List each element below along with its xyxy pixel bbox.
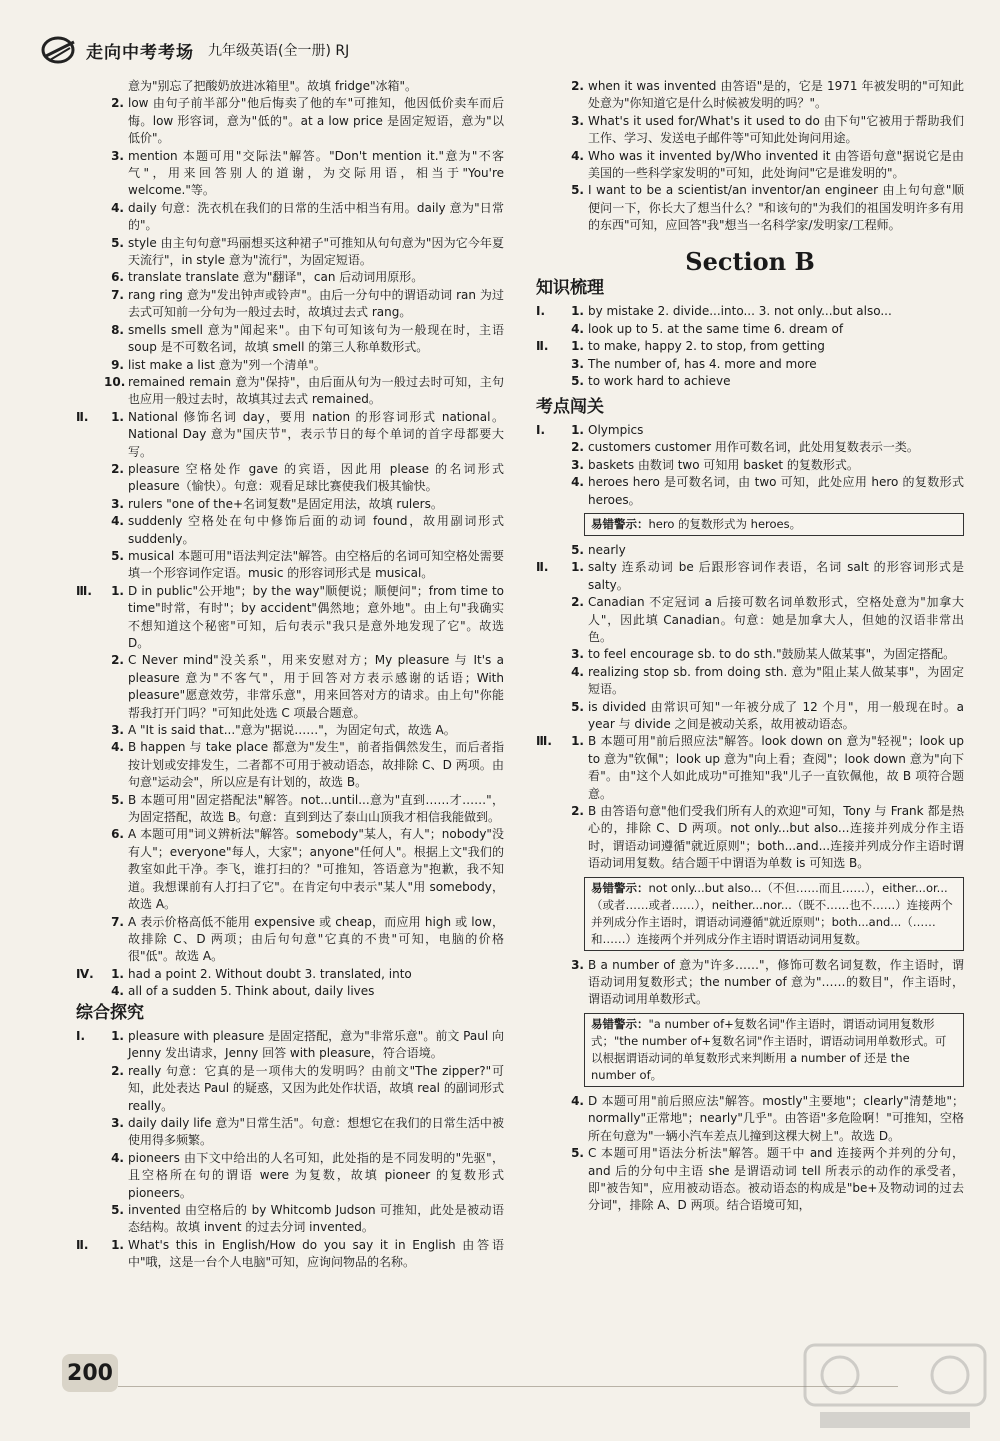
answer-text: What's this in English/How do you say it in English 由答语中"哦，这是一台个人电脑"可知，应询问物品的名称。 xyxy=(128,1237,504,1270)
answer-text: to make, happy 2. to stop, from getting xyxy=(588,339,825,354)
answer-text: C Never mind"没关系"，用来安慰对方；My pleasure 与 It's a pleasure 意为"不客气"，用于回答对方表示感谢的话语；With pleasure"愿意效劳，非常乐意"，用来回答对方的请求。由上句"你能帮我打开门吗？"可知此处选 C 项最合题意。 xyxy=(128,653,504,720)
warning-label: 易错警示： xyxy=(591,880,649,895)
answer-list xyxy=(76,78,504,1001)
answer-item xyxy=(76,200,504,235)
answer-list xyxy=(536,422,964,509)
part-number xyxy=(536,457,564,474)
answer-text: rulers "one of the+名词复数"是固定用法，故填 rulers。 xyxy=(128,496,443,511)
answer-item xyxy=(76,78,504,95)
answer-text: suddenly 空格处在句中修饰后面的动词 found，故用副词形式 suddenly。 xyxy=(128,514,504,546)
item-number: 3. xyxy=(571,356,584,371)
answer-item xyxy=(536,699,964,734)
part-number xyxy=(536,542,564,559)
part-number xyxy=(536,594,564,646)
item-number: 5. xyxy=(111,548,124,563)
answer-item xyxy=(536,78,964,113)
answer-text: daily 句意：洗衣机在我们的日常的生活中相当有用。daily 意为"日常的"。 xyxy=(128,200,504,233)
answer-item xyxy=(76,792,504,827)
answer-item xyxy=(536,321,964,338)
item-number: 9. xyxy=(111,357,124,372)
item-number: 3. xyxy=(111,1115,124,1130)
answer-item xyxy=(76,1115,504,1150)
answer-item xyxy=(76,269,504,286)
answer-item xyxy=(536,182,964,234)
part-number xyxy=(536,321,564,338)
answer-item xyxy=(76,548,504,583)
answer-text: I want to be a scientist/an inventor/an engineer 由上句句意"顺便问一下，你长大了想当什么？"和该句的"为我们的祖国发明许多有用的东西"可知，应回答"我"想当一名科学家/发明家/工程师。 xyxy=(588,183,964,233)
answer-item xyxy=(536,303,964,320)
answer-text: B 由答语句意"他们受我们所有人的欢迎"可知，Tony 与 Frank 都是热心的，排除 C、D 两项。not only...but also...连接并列成分作主语时，谓语动词遵循"就近原则"；both...and...连接并列成分作主语时谓语动词用复数。结合题干中谓语为单数 is 可知选 B。 xyxy=(588,804,964,871)
answer-text: realizing stop sb. from doing sth. 意为"阻止某人做某事"，为固定短语。 xyxy=(588,664,964,697)
answer-item xyxy=(76,966,504,983)
answer-text: really 句意：它真的是一项伟大的发明吗？由前文"The zipper?"可知，此处表达 Paul 的疑惑，又因为此处作状语，故填 real 的副词形式 really。 xyxy=(128,1063,504,1113)
answer-item xyxy=(536,422,964,439)
item-number: 1. xyxy=(571,339,584,354)
answer-item xyxy=(76,1202,504,1237)
item-number: 2. xyxy=(111,1063,124,1078)
section-title: Section B xyxy=(685,246,815,276)
answer-item xyxy=(76,461,504,496)
item-number: 1. xyxy=(571,304,584,319)
answer-item xyxy=(536,957,964,1009)
item-number: 4. xyxy=(111,514,124,529)
answer-text: National 修饰名词 day，要用 nation 的形容词形式 national。National Day 意为"国庆节"，表示节日的每个单词的首字母都要大写。 xyxy=(128,409,504,459)
part-number xyxy=(536,113,564,148)
warning-box xyxy=(584,1013,964,1087)
page-header xyxy=(40,30,970,70)
answer-text: low 由句子前半部分"他后悔卖了他的车"可推知，他因低价卖车而后悔。low 形容词，意为"低的"。at a low price 是固定短语，意为"以低价"。 xyxy=(128,96,504,146)
answer-item xyxy=(76,322,504,357)
item-number: 5. xyxy=(571,542,584,557)
page-number: 200 xyxy=(62,1354,118,1392)
answer-item xyxy=(76,652,504,722)
answer-item xyxy=(76,739,504,791)
answer-item xyxy=(536,148,964,183)
item-number: 4. xyxy=(111,740,124,755)
warning-box xyxy=(584,877,964,951)
item-number: 3. xyxy=(571,457,584,472)
warning-text: not only...but also...（不但……而且……），either...or...（或者……或者……），neither...nor...（既不……也不……）连接两个并列成分作主语时，谓语动词遵循"就近原则"；both...and...（……和……）连接两个并列成分作主语时谓语动词用复数。 xyxy=(591,880,953,946)
answer-text: B 本题可用"固定搭配法"解答。not...until...意为"直到……才……"，为固定搭配，故选 B。句意：直到到达了泰山山顶我才相信我能做到。 xyxy=(128,792,504,825)
answer-item xyxy=(76,148,504,200)
item-number: 3. xyxy=(111,148,124,163)
part-number: Ⅲ. xyxy=(76,583,92,598)
item-number: 1. xyxy=(111,1028,124,1043)
part-number xyxy=(536,664,564,699)
answer-text: pleasure with pleasure 是固定搭配，意为"非常乐意"。前文 Paul 向 Jenny 发出请求，Jenny 回答 with pleasure，符合语境。 xyxy=(128,1028,504,1061)
part-number xyxy=(536,1093,564,1145)
item-number: 1. xyxy=(111,966,124,981)
warning-text: "a number of+复数名词"作主语时，谓语动词用复数形式；"the number of+复数名词"作主语时，谓语动词用单数形式。可以根据谓语动词的单复数形式来判断用 a number of 还是 the number of。 xyxy=(591,1016,947,1082)
item-number: 3. xyxy=(571,113,584,128)
item-number: 5. xyxy=(571,699,584,714)
answer-text: The number of, has 4. more and more xyxy=(588,356,817,371)
item-number: 5. xyxy=(111,235,124,250)
answer-text: mention 本题可用"交际法"解答。"Don't mention it."意为"不客气"，用来回答别人的道谢，为交际用语，相当于"You're welcome."等。 xyxy=(128,148,504,198)
part-number xyxy=(536,646,564,663)
answer-text: A 表示价格高低不能用 expensive 或 cheap，而应用 high 或 low，故排除 C、D 两项；由后句句意"它真的不贵"可知，电脑的价格很"低"。故选 A。 xyxy=(128,914,504,964)
answer-text: baskets 由数词 two 可知用 basket 的复数形式。 xyxy=(588,457,859,472)
part-number: Ⅱ. xyxy=(76,1237,89,1252)
answer-item xyxy=(76,513,504,548)
item-number: 5. xyxy=(571,1146,584,1161)
answer-item xyxy=(536,474,964,509)
answer-text: D 本题可用"前后照应法"解答。mostly"主要地"；clearly"清楚地"；normally"正常地"；nearly"几乎"。由答语"多危险啊！"可推知，空格所在句意为"一辆小汽车差点儿撞到这棵大树上"。故选 D。 xyxy=(588,1093,964,1143)
part-number xyxy=(536,182,564,234)
part-number: Ⅰ. xyxy=(76,1028,86,1043)
answer-text: look up to 5. at the same time 6. dream of xyxy=(588,321,844,336)
answer-text: to work hard to achieve xyxy=(588,374,731,389)
item-number: 4. xyxy=(571,321,584,336)
answer-item xyxy=(76,1237,504,1272)
answer-item xyxy=(76,983,504,1000)
part-number xyxy=(536,699,564,734)
answer-list xyxy=(536,957,964,1009)
answer-text: heroes hero 是可数名词，由 two 可知，此处应用 hero 的复数形式 heroes。 xyxy=(588,475,964,507)
section-heading: 考点闯关 xyxy=(536,396,604,417)
answer-text: salty 连系动词 be 后跟形容词作表语，名词 salt 的形容词形式是 salty。 xyxy=(588,560,964,592)
answer-item xyxy=(76,1150,504,1202)
answer-item xyxy=(536,1145,964,1215)
part-number xyxy=(76,496,104,513)
part-number: Ⅱ. xyxy=(536,560,549,575)
answer-item xyxy=(76,287,504,322)
part-number xyxy=(536,439,564,456)
part-number xyxy=(536,1145,564,1215)
answer-text: Canadian 不定冠词 a 后接可数名词单数形式，空格处意为"加拿大人"，因此填 Canadian。句意：她是加拿大人，但她的汉语非常出色。 xyxy=(588,595,964,644)
part-number xyxy=(76,461,104,496)
answer-text: all of a sudden 5. Think about, daily lives xyxy=(128,984,375,999)
item-number: 4. xyxy=(571,148,584,163)
answer-text: What's it used for/What's it used to do 由下句"它被用于帮助我们工作、学习、发送电子邮件等"可知此处询问用途。 xyxy=(588,113,964,146)
item-number: 4. xyxy=(571,475,584,490)
answer-list xyxy=(536,303,964,390)
answer-text: A "It is said that..."意为"据说……"，为固定句式，故选 A。 xyxy=(128,723,456,738)
watermark-logo-icon xyxy=(800,1340,990,1435)
item-number: 4. xyxy=(571,664,584,679)
answer-item xyxy=(76,95,504,147)
item-number: 5. xyxy=(111,1203,124,1217)
answer-text: pioneers 由下文中给出的人名可知，此处指的是不同发明的"先驱"，且空格所在句的谓语 were 为复数，故填 pioneer 的复数形式 pioneers。 xyxy=(128,1150,504,1200)
part-number xyxy=(76,652,104,722)
item-number: 2. xyxy=(571,440,584,455)
item-number: 3. xyxy=(571,647,584,662)
item-number: 2. xyxy=(571,804,584,819)
item-number: 2. xyxy=(111,461,124,476)
answer-list xyxy=(536,1093,964,1215)
answer-text: customers customer 用作可数名词，此处用复数表示一类。 xyxy=(588,440,919,455)
answer-item xyxy=(76,374,504,409)
part-number xyxy=(76,322,104,357)
item-number: 8. xyxy=(111,322,124,337)
answer-text: Olympics xyxy=(588,422,644,437)
answer-item xyxy=(76,409,504,461)
part-number xyxy=(76,739,104,791)
part-number: Ⅱ. xyxy=(536,339,549,354)
item-number: 1. xyxy=(111,409,124,424)
answer-text: is divided 由常识可知"一年被分成了 12 个月"，用一般现在时。a year 与 divide 之间是被动关系，故用被动语态。 xyxy=(588,699,964,731)
warning-box xyxy=(584,513,964,536)
answer-text: B happen 与 take place 都意为"发生"，前者指偶然发生，而后者指按计划或安排发生，二者都不可用于被动语态，故排除 C、D 两项。由句意"运动会"，所以应是有计划的，故选 B。 xyxy=(128,740,504,790)
answer-text: B 本题可用"前后照应法"解答。look down on 意为"轻视"；look up to 意为"钦佩"；look up 意为"向上看；查阅"；look down 意为"向下看"。由"这个人如此成功"可推知"我"儿子一直钦佩他，故 B 项符合题意。 xyxy=(588,734,964,801)
warning-text: hero 的复数形式为 heroes。 xyxy=(648,516,802,531)
brand-title: 走向中考考场 xyxy=(86,42,194,63)
part-number: Ⅰ. xyxy=(536,304,546,319)
answer-item xyxy=(536,373,964,390)
answer-text: pleasure 空格处作 gave 的宾语，因此用 please 的名词形式 pleasure（愉快）。句意：观看足球比赛使我们极其愉快。 xyxy=(128,461,504,494)
answer-text: A 本题可用"词义辨析法"解答。somebody"某人，有人"；nobody"没有人"；everyone"每人，大家"；anyone"任何人"。根据上文"我们的教室如此干净。李飞，谁打扫的？"可推知，答语意为"抱歉，我不知道。我想课前有人打扫了它"。在肯定句中表示"某人"用 somebody，故选 A。 xyxy=(128,827,504,912)
answer-item xyxy=(76,914,504,966)
publisher-logo-icon xyxy=(40,34,80,66)
answer-text: rang ring 意为"发出钟声或铃声"。由后一分句中的谓语动词 ran 为过去式可知前一分句为一般过去时，故填过去式 rang。 xyxy=(128,287,504,320)
part-number xyxy=(76,287,104,322)
answer-list xyxy=(76,1028,504,1272)
section-heading: 知识梳理 xyxy=(536,278,604,299)
answer-item xyxy=(76,496,504,513)
answer-text: style 由主句句意"玛丽想买这种裙子"可推知从句句意为"因为它今年夏天流行"，in style 意为"流行"，为固定短语。 xyxy=(128,235,504,268)
item-number: 4. xyxy=(111,200,124,215)
answer-item xyxy=(536,594,964,646)
part-number xyxy=(76,826,104,913)
item-number: 4. xyxy=(571,1093,584,1108)
item-number: 5. xyxy=(111,792,124,807)
item-number: 5. xyxy=(571,374,584,389)
right-column xyxy=(536,78,964,1215)
warning-label: 易错警示： xyxy=(591,1016,649,1031)
answer-item xyxy=(76,583,504,653)
item-number: 1. xyxy=(571,560,584,575)
answer-text: translate translate 意为"翻译"，can 后动词用原形。 xyxy=(128,270,424,285)
part-number xyxy=(76,513,104,548)
left-column xyxy=(76,78,504,1272)
answer-list xyxy=(536,78,964,235)
part-number xyxy=(76,95,104,147)
part-number xyxy=(536,474,564,509)
answer-item xyxy=(76,826,504,913)
part-number xyxy=(76,722,104,739)
answer-text: B a number of 意为"许多……"，修饰可数名词复数，作主语时，谓语动词用复数形式；the number of 意为"……的数目"，作主语时，谓语动词用单数形式。 xyxy=(588,957,964,1007)
item-number: 4. xyxy=(111,984,124,999)
item-number xyxy=(104,78,128,95)
item-number: 4. xyxy=(111,1150,124,1165)
part-number xyxy=(76,357,104,374)
item-number: 2. xyxy=(111,96,124,111)
answer-item xyxy=(536,113,964,148)
answer-item xyxy=(536,457,964,474)
item-number: 2. xyxy=(571,595,584,610)
item-number: 1. xyxy=(111,1237,124,1252)
answer-text: 意为"别忘了把酸奶放进冰箱里"。故填 fridge"冰箱"。 xyxy=(128,79,418,93)
answer-text: musical 本题可用"语法判定法"解答。由空格后的名词可知空格处需要填一个形容词作定语。music 的形容词形式是 musical。 xyxy=(128,548,504,581)
answer-item xyxy=(536,664,964,699)
part-number xyxy=(76,78,104,95)
part-number xyxy=(536,78,564,113)
part-number xyxy=(536,148,564,183)
answer-text: had a point 2. Without doubt 3. translated, into xyxy=(128,966,412,981)
part-number: Ⅱ. xyxy=(76,409,89,424)
answer-item xyxy=(536,338,964,355)
warning-label: 易错警示： xyxy=(591,516,649,531)
answer-item xyxy=(536,803,964,873)
answer-item xyxy=(536,733,964,803)
item-number: 6. xyxy=(111,827,124,842)
answer-text: nearly xyxy=(588,542,626,557)
answer-item xyxy=(76,1063,504,1115)
part-number xyxy=(536,803,564,873)
answer-item xyxy=(536,542,964,559)
answer-text: invented 由空格后的 by Whitcomb Judson 可推知，此处是被动语态结构。故填 invent 的过去分词 invented。 xyxy=(128,1203,504,1235)
answer-text: by mistake 2. divide...into... 3. not only...but also... xyxy=(588,304,892,319)
answer-text: C 本题可用"语法分析法"解答。题干中 and 连接两个并列的分句，and 后的分句中主语 she 是谓语动词 tell 所表示的动作的承受者，即"被告知"，应用被动语态。被动语态的构成是"be+及物动词的过去分词"，排除 A、D 两项。结合语境可知， xyxy=(588,1146,964,1213)
answer-item xyxy=(536,439,964,456)
part-number xyxy=(76,1115,104,1150)
part-number xyxy=(76,792,104,827)
answer-item xyxy=(76,235,504,270)
answer-text: to feel encourage sb. to do sth."鼓励某人做某事"，为固定搭配。 xyxy=(588,647,956,662)
answer-text: daily daily life 意为"日常生活"。句意：想想它在我们的日常生活中被使用得多频繁。 xyxy=(128,1115,504,1148)
part-number: Ⅲ. xyxy=(536,734,552,749)
answer-item xyxy=(76,1028,504,1063)
item-number: 3. xyxy=(111,496,124,511)
part-number xyxy=(76,1150,104,1202)
part-number xyxy=(76,200,104,235)
answer-text: remained remain 意为"保持"，由后面从句为一般过去时可知，主句也应用一般过去时，故填其过去式 remained。 xyxy=(128,374,504,407)
part-number xyxy=(76,235,104,270)
answer-text: D in public"公开地"；by the way"顺便说；顺便问"；from time to time"时常，有时"；by accident"偶然地；意外地"。由上句"我确实不想知道这个秘密"可知，后句表示"我只是意外地发现了它"。故选 D。 xyxy=(128,583,504,650)
item-number: 2. xyxy=(571,79,584,93)
book-title: 九年级英语(全一册) RJ xyxy=(208,43,350,59)
part-number xyxy=(76,1202,104,1237)
part-number xyxy=(536,957,564,1009)
part-number xyxy=(76,983,104,1000)
part-number xyxy=(76,914,104,966)
answer-item xyxy=(536,356,964,373)
answer-item xyxy=(536,559,964,594)
item-number: 5. xyxy=(571,183,584,198)
answer-item xyxy=(76,357,504,374)
item-number: 1. xyxy=(571,734,584,749)
footer-divider xyxy=(118,1386,898,1387)
part-number xyxy=(76,1063,104,1115)
part-number xyxy=(536,373,564,390)
item-number: 3. xyxy=(111,723,124,738)
answer-item xyxy=(76,722,504,739)
answer-item xyxy=(536,646,964,663)
answer-item xyxy=(536,1093,964,1145)
item-number: 1. xyxy=(571,422,584,437)
answer-list xyxy=(536,542,964,873)
item-number: 10. xyxy=(104,374,126,389)
answer-text: smells smell 意为"闻起来"。由下句可知该句为一般现在时，主语 soup 是不可数名词，故填 smell 的第三人称单数形式。 xyxy=(128,322,504,355)
item-number: 3. xyxy=(571,957,584,972)
item-number: 2. xyxy=(111,653,124,668)
part-number xyxy=(76,269,104,286)
part-number xyxy=(76,374,104,409)
item-number: 7. xyxy=(111,914,124,929)
part-number xyxy=(536,356,564,373)
part-number xyxy=(76,148,104,200)
answer-text: list make a list 意为"列一个清单"。 xyxy=(128,357,326,372)
item-number: 1. xyxy=(111,583,124,598)
part-number xyxy=(76,548,104,583)
answer-text: when it was invented 由答语"是的，它是 1971 年被发明的"可知此处意为"你知道它是什么时候被发明的吗？"。 xyxy=(588,79,964,111)
part-number: Ⅳ. xyxy=(76,966,94,981)
section-heading: 综合探究 xyxy=(76,1002,144,1023)
part-number: Ⅰ. xyxy=(536,422,546,437)
item-number: 7. xyxy=(111,287,124,302)
answer-text: Who was it invented by/Who invented it 由答语句意"据说它是由美国的一些科学家发明的"可知，此处询问"它是谁发明的"。 xyxy=(588,148,964,181)
item-number: 6. xyxy=(111,270,124,285)
